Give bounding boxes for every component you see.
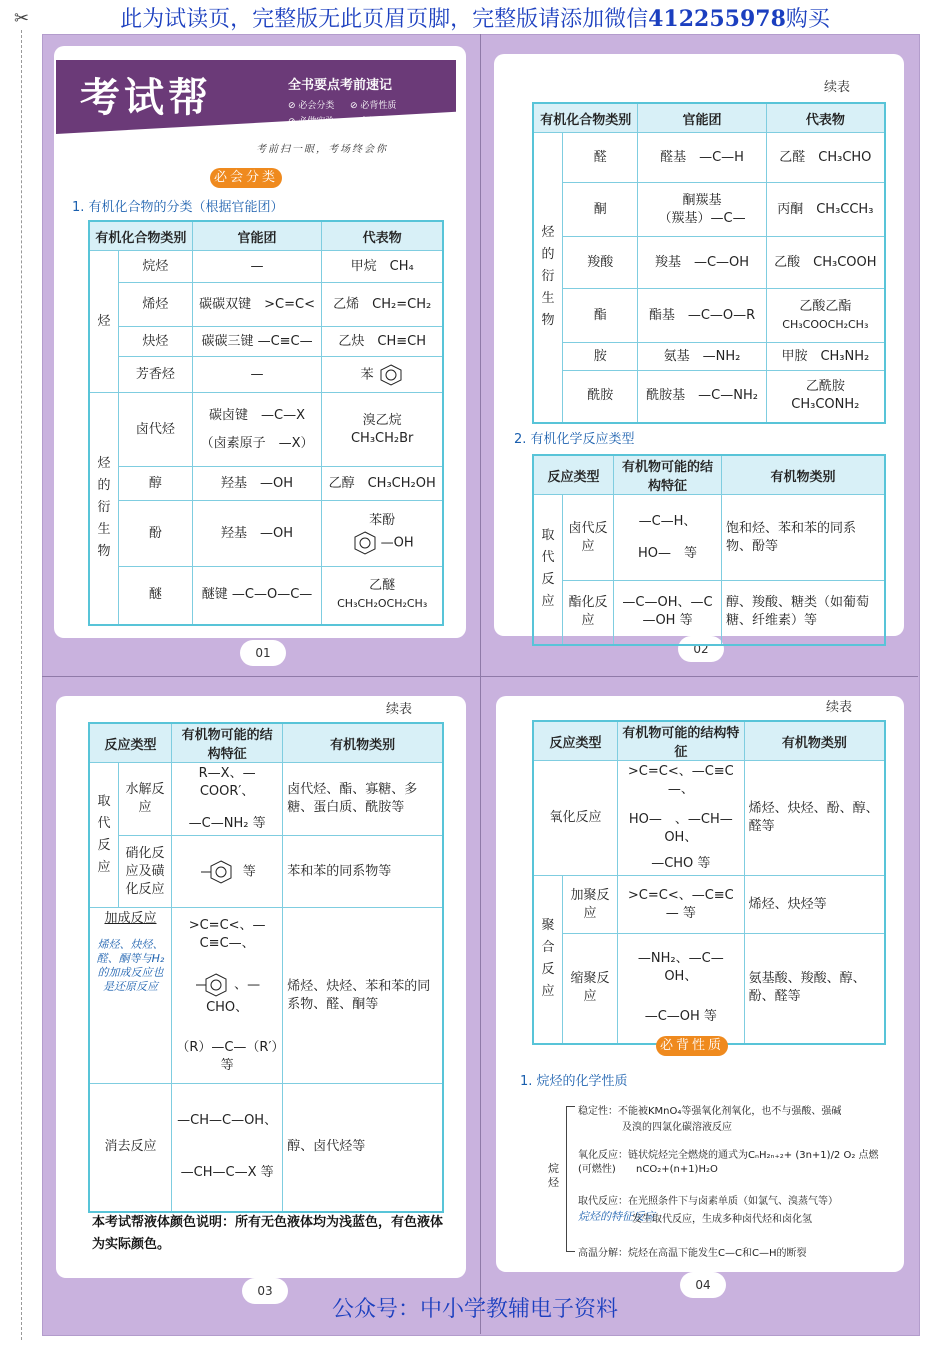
cell-fg: — [192, 357, 322, 393]
cell-class: 芳香烃 [119, 357, 193, 393]
continued-label: 续表 [826, 700, 853, 715]
cell-fg: 酯基 —C—O—R [638, 289, 766, 343]
cell-feature: >C=C<、—C≡C— 等 [618, 876, 745, 934]
th-reaction-type: 反应类型 [89, 723, 172, 763]
reaction-types-table-cont-2 [532, 720, 886, 1045]
cell-rep: 甲胺 CH₃NH₂ [766, 343, 885, 371]
cell-class: 羧酸 [563, 237, 638, 289]
cell-type: 硝化反应及磺化反应 [119, 836, 172, 908]
th-structure: 有机物可能的结构特征 [618, 721, 745, 761]
benzene-icon [378, 363, 404, 387]
cell-class: 酰胺 [563, 371, 638, 423]
th-class: 有机化合物类别 [533, 103, 638, 133]
cell-class: 醛 [563, 133, 638, 183]
prop-oxidation-2: nCO₂+(n+1)H₂O [636, 1164, 718, 1175]
cell-fg: 碳碳三键 —C≡C— [192, 327, 322, 357]
cell-fg: 碳卤键 —C—X （卤素原子 —X） [192, 393, 322, 467]
group-hydrocarbon: 烃 [89, 251, 119, 393]
th-representative: 代表物 [322, 221, 443, 251]
cell-class: 酮 [563, 183, 638, 237]
cut-line [21, 30, 22, 1340]
cell-class: 炔烃 [119, 327, 193, 357]
group-substitution: 取代反应 [89, 763, 119, 908]
th-category: 有机物类别 [722, 455, 885, 495]
cell-rep: 丙酮 CH₃CCH₃ [766, 183, 885, 237]
section-title-1: 1. 有机化合物的分类（根据官能团） [72, 200, 284, 215]
section-title-2: 2. 有机化学反应类型 [514, 432, 635, 447]
cell-feature: —CH—C—OH、 —CH—C—X 等 [172, 1084, 283, 1212]
continued-label: 续表 [824, 80, 851, 95]
liquid-color-note: 本考试帮液体颜色说明：所有无色液体均为浅蓝色，有色液体为实际颜色。 [92, 1215, 444, 1252]
cell-rep: 甲烷 CH₄ [322, 251, 443, 283]
cell-type: 加聚反应 [563, 876, 618, 934]
banner-text: 此为试读页，完整版无此页眉页脚，完整版请添加微信 [120, 7, 649, 32]
brace [566, 1106, 575, 1252]
th-representative: 代表物 [766, 103, 885, 133]
cell-rep: 乙醛 CH₃CHO [766, 133, 885, 183]
alkane-label: 烷烃 [548, 1162, 559, 1189]
cell-category: 饱和烃、苯和苯的同系物、酚等 [722, 495, 885, 581]
cell-rep: 乙酸 CH₃COOH [766, 237, 885, 289]
cell-class: 醚 [119, 567, 193, 625]
fold-line-horizontal [42, 676, 918, 677]
cell-rep: 溴乙烷 CH₃CH₂Br [322, 393, 443, 467]
cell-category: 烯烃、炔烃等 [744, 876, 885, 934]
prop-oxidation-label: (可燃性) [578, 1164, 616, 1175]
group-derivatives: 烃的衍生物 [89, 393, 119, 625]
cell-rep: 乙烯 CH₂=CH₂ [322, 283, 443, 327]
continued-label: 续表 [386, 702, 413, 717]
cell-type: 酯化反应 [563, 581, 614, 645]
th-category: 有机物类别 [283, 723, 443, 763]
cell-type: 缩聚反应 [563, 934, 618, 1044]
scissors-icon: ✂ [14, 8, 30, 29]
th-functional-group: 官能团 [192, 221, 322, 251]
th-category: 有机物类别 [744, 721, 885, 761]
cell-feature: —NH₂、—C—OH、 —C—OH 等 [618, 934, 745, 1044]
th-structure: 有机物可能的结构特征 [614, 455, 722, 495]
feature-item: ⊘ 必会分类 [288, 101, 335, 111]
cell-rep: 乙酸乙酯 CH₃COOCH₂CH₃ [766, 289, 885, 343]
toluene-ring-icon [199, 858, 239, 886]
cell-fg: 氨基 —NH₂ [638, 343, 766, 371]
cell-fg: 醛基 —C—H [638, 133, 766, 183]
cell-fg: 羧基 —C—OH [638, 237, 766, 289]
cell-rep: 乙酰胺 CH₃CONH₂ [766, 371, 885, 423]
cell-rep: 苯酚 —OH [322, 501, 443, 567]
feature-item: ⊘ 必记方法 [350, 117, 397, 127]
cell-feature: >C=C<、—C≡C—、 、—CHO、 （R）—C—（R′）等 [172, 908, 283, 1084]
tag-must-recite: 必背性质 [656, 1036, 728, 1056]
prop-cracking: 高温分解：烷烃在高温下能发生C—C和C—H的断裂 [578, 1248, 807, 1259]
cell-fg: 羟基 —OH [192, 467, 322, 501]
cell-feature: R—X、—COOR′、 —C—NH₂ 等 [172, 763, 283, 836]
cell-class: 烷烃 [119, 251, 193, 283]
trial-banner [0, 2, 950, 33]
cell-fg: — [192, 251, 322, 283]
cell-category: 烯烃、炔烃、苯和苯的同系物、醛、酮等 [283, 908, 443, 1084]
prop-substitution-2: 发生取代反应，生成多种卤代烃和卤化氢 [632, 1214, 812, 1225]
cell-type: 氧化反应 [533, 761, 618, 876]
feature-item: ⊘ 必做实验 [288, 117, 335, 127]
prop-substitution: 取代反应：在光照条件下与卤素单质（如氯气、溴蒸气等） [578, 1196, 838, 1207]
th-functional-group: 官能团 [638, 103, 766, 133]
tag-must-classify: 必会分类 [210, 168, 282, 188]
cell-rep: 乙炔 CH≡CH [322, 327, 443, 357]
cell-type: 消去反应 [89, 1084, 172, 1212]
page-number-04: 04 [680, 1272, 726, 1298]
section-title-alkane: 1. 烷烃的化学性质 [520, 1074, 628, 1089]
classification-table [88, 220, 444, 626]
group-polymerization: 聚合反应 [533, 876, 563, 1044]
cell-feature: 等 [172, 836, 283, 908]
th-structure: 有机物可能的结构特征 [172, 723, 283, 763]
cell-feature: —C—OH、—C—OH 等 [614, 581, 722, 645]
cell-category: 氨基酸、羧酸、醇、酚、醛等 [744, 934, 885, 1044]
cell-fg: 羟基 —OH [192, 501, 322, 567]
fold-line-vertical [480, 34, 481, 1334]
banner-suffix: 购买 [785, 7, 830, 32]
aryl-ring-icon [194, 971, 234, 999]
cell-category: 苯和苯的同系物等 [283, 836, 443, 908]
cell-feature: —C—H、 HO— 等 [614, 495, 722, 581]
cell-fg: 酰胺基 —C—NH₂ [638, 371, 766, 423]
cell-class: 卤代烃 [119, 393, 193, 467]
prop-stability-2: 及溴的四氯化碳溶液反应 [622, 1122, 732, 1133]
handwritten-note: 烯烃、炔烃、醛、酮等与H₂的加成反应也是还原反应 [96, 938, 165, 993]
cell-class: 酚 [119, 501, 193, 567]
header-banner [56, 60, 466, 155]
cell-class: 烯烃 [119, 283, 193, 327]
th-reaction-type: 反应类型 [533, 721, 618, 761]
cell-fg: 醚键 —C—O—C— [192, 567, 322, 625]
group-substitution: 取代反应 [533, 495, 563, 645]
cell-type: 水解反应 [119, 763, 172, 836]
cell-class: 醇 [119, 467, 193, 501]
cell-class: 酯 [563, 289, 638, 343]
cell-rep: 乙醇 CH₃CH₂OH [322, 467, 443, 501]
cell-category: 卤代烃、酯、寡糖、多糖、蛋白质、酰胺等 [283, 763, 443, 836]
brand-subtitle: 全书要点考前速记 [288, 78, 393, 93]
slogan: 考前扫一眼，考场终会你 [256, 144, 388, 155]
banner-wechat: 412255978 [648, 6, 786, 32]
reaction-types-table-cont [88, 722, 444, 1213]
cell-fg: 酮羰基 （羰基）—C— [638, 183, 766, 237]
group-derivatives: 烃的衍生物 [533, 133, 563, 423]
page-number-02: 02 [678, 636, 724, 662]
prop-oxidation: 氧化反应：链状烷烃完全燃烧的通式为CₙH₂ₙ₊₂+ (3n+1)/2 O₂ 点燃 [578, 1150, 879, 1161]
feature-item: ⊘ 必背性质 [350, 101, 397, 111]
cell-class: 胺 [563, 343, 638, 371]
page-number-03: 03 [242, 1278, 288, 1304]
brand-title: 考试帮 [80, 74, 212, 121]
cell-feature: >C=C<、—C≡C—、 HO— 、—CH—OH、 —CHO 等 [618, 761, 745, 876]
handwritten-note-2: 烷烃的特征反应 [578, 1210, 655, 1223]
cell-category: 醇、羧酸、糖类（如葡萄糖、纤维素）等 [722, 581, 885, 645]
th-class: 有机化合物类别 [89, 221, 192, 251]
reaction-types-table [532, 454, 886, 646]
cell-type: 加成反应 烯烃、炔烃、醛、酮等与H₂的加成反应也是还原反应 [89, 908, 172, 1084]
cell-rep: 乙醚 CH₃CH₂OCH₂CH₃ [322, 567, 443, 625]
cell-rep: 苯 [322, 357, 443, 393]
phenol-ring-icon [351, 530, 381, 556]
page-number-01: 01 [240, 640, 286, 666]
th-reaction-type: 反应类型 [533, 455, 614, 495]
classification-table-cont [532, 102, 886, 424]
prop-stability: 稳定性：不能被KMnO₄等强氧化剂氧化，也不与强酸、强碱 [578, 1106, 842, 1117]
cell-category: 醇、卤代烃等 [283, 1084, 443, 1212]
cell-fg: 碳碳双键 >C=C< [192, 283, 322, 327]
cell-category: 烯烃、炔烃、酚、醇、醛等 [744, 761, 885, 876]
cell-type: 卤代反应 [563, 495, 614, 581]
footer-text: 公众号：中小学教辅电子资料 [331, 1297, 618, 1322]
